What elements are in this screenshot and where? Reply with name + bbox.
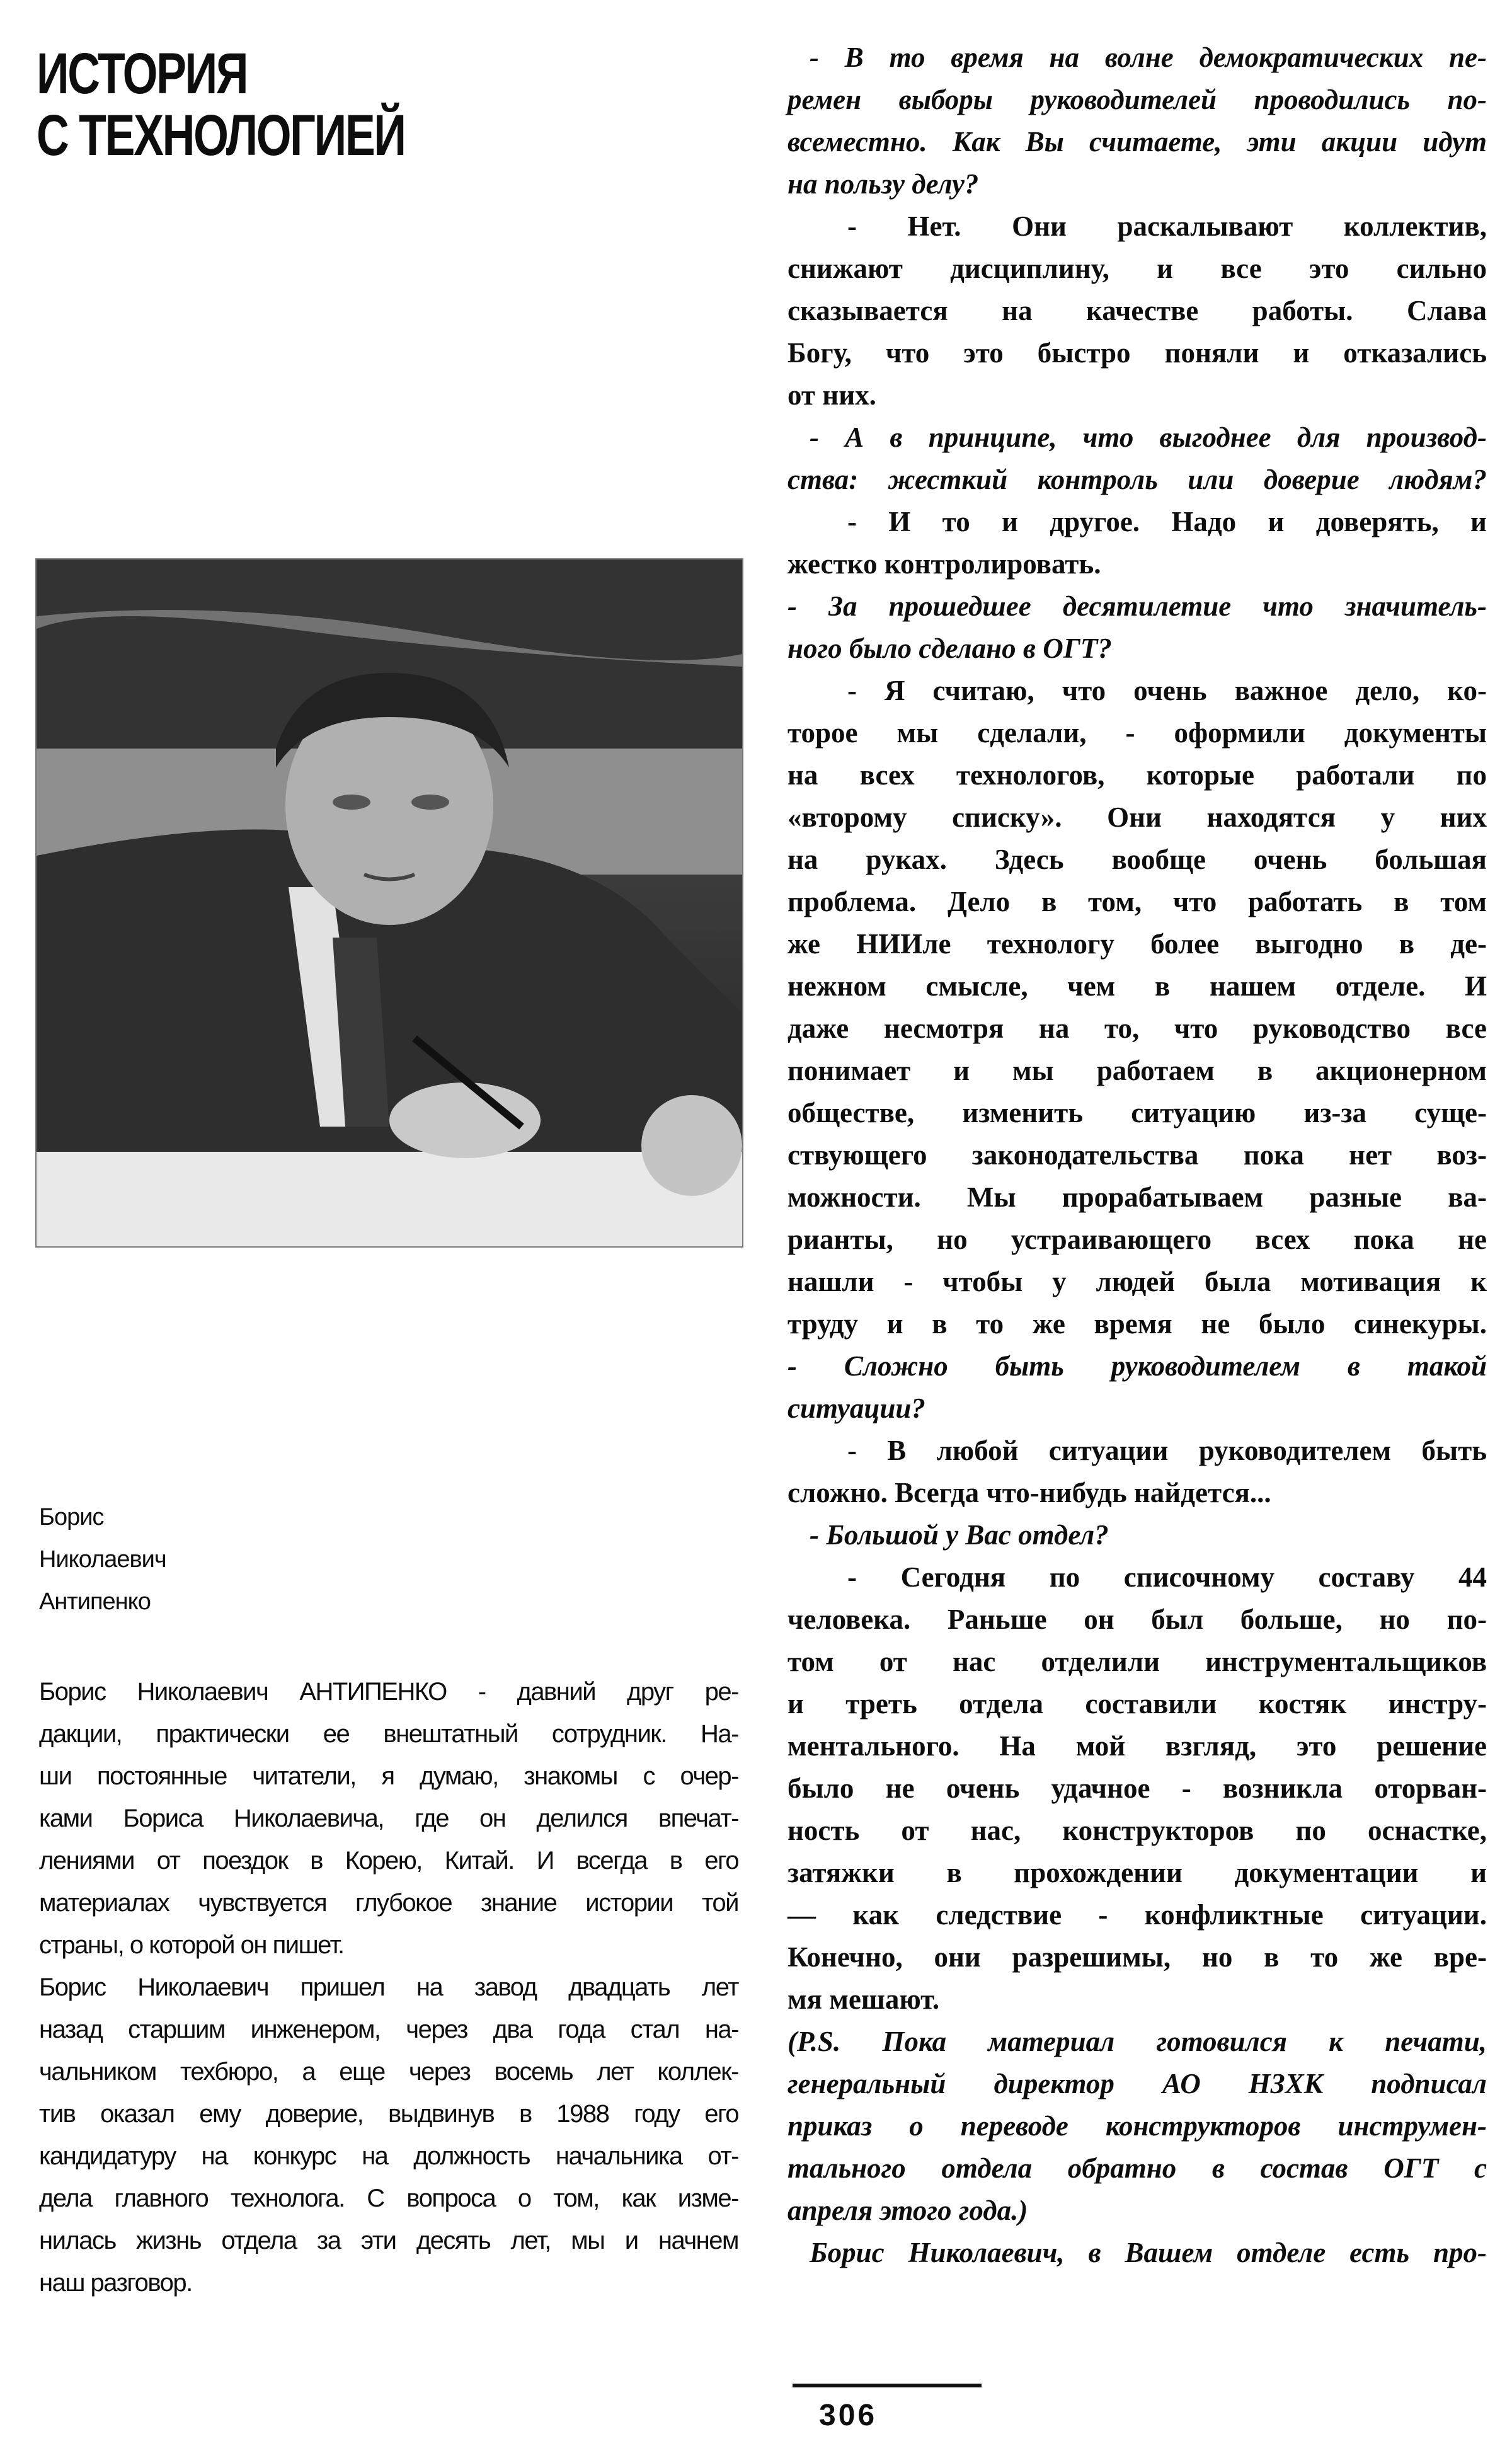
- interview-answer-line: затяжки в прохождении документации и: [788, 1857, 1487, 1888]
- interview-question-line: апреля этого года.): [788, 2195, 1028, 2226]
- interview-question-line: - В то время на волне демократических пе-: [810, 42, 1487, 73]
- bio-line: кандидатуру на конкурс на должность начальника от-: [39, 2142, 738, 2170]
- interview-answer-line: Богу, что это быстро поняли и отказались: [788, 337, 1487, 369]
- interview-answer-line: нежном смысле, чем в нашем отделе. И: [788, 970, 1487, 1002]
- interview-answer-line: проблема. Дело в том, что работать в том: [788, 886, 1487, 917]
- interview-answer-line: понимает и мы работаем в акционерном: [788, 1055, 1487, 1086]
- interview-answer-line: нашли - чтобы у людей была мотивация к: [788, 1266, 1487, 1297]
- article-title: [37, 43, 479, 166]
- caption-line: Николаевич: [39, 1546, 166, 1573]
- interview-question-line: ситуации?: [788, 1392, 925, 1424]
- bio-line: дакции, практически ее внештатный сотрудник. На-: [39, 1720, 738, 1748]
- caption-line: Борис: [39, 1504, 104, 1530]
- bio-line: наш разговор.: [39, 2269, 192, 2297]
- desk-papers: [37, 1152, 742, 1246]
- interview-answer-line: сложно. Всегда что-нибудь найдется...: [788, 1477, 1271, 1508]
- interview-question-line: - А в принципе, что выгоднее для производ-: [810, 422, 1487, 453]
- bio-intro: [39, 1671, 738, 2304]
- interview-answer-line: обществе, изменить ситуацию из-за суще-: [788, 1097, 1487, 1128]
- title-line-1: ИСТОРИЯ: [37, 42, 248, 106]
- interview-question-line: приказ о переводе конструкторов инструмен-: [788, 2110, 1487, 2142]
- interview-column: [788, 37, 1487, 2274]
- interview-answer-line: жестко контролировать.: [788, 548, 1101, 580]
- interview-answer-line: том от нас отделили инструментальщиков: [788, 1646, 1487, 1677]
- interview-answer-line: ствующего законодательства пока нет воз-: [788, 1139, 1487, 1171]
- portrait-illustration: [37, 560, 742, 1246]
- bio-line: назад старшим инженером, через два года стал на-: [39, 2016, 738, 2043]
- interview-question-line: тального отдела обратно в состав ОГТ с: [788, 2152, 1487, 2184]
- interview-question-line: всеместно. Как Вы считаете, эти акции идут: [788, 126, 1487, 158]
- interview-answer-line: ментального. На мой взгляд, это решение: [788, 1730, 1487, 1762]
- hand-resting: [641, 1095, 742, 1196]
- bio-line: нилась жизнь отдела за эти десять лет, мы и начнем: [39, 2227, 738, 2254]
- interview-answer-line: труду и в то же время не было синекуры.: [788, 1308, 1487, 1340]
- bio-line: дела главного технолога. С вопроса о том, как изме-: [39, 2185, 738, 2212]
- bio-line: Борис Николаевич АНТИПЕНКО - давний друг ре-: [39, 1678, 738, 1706]
- interview-answer-line: — как следствие - конфликтные ситуации.: [788, 1899, 1487, 1931]
- interview-answer-line: - И то и другое. Надо и доверять, и: [847, 506, 1487, 537]
- photo-caption: [39, 1496, 166, 1623]
- interview-answer-line: торое мы сделали, - оформили документы: [788, 717, 1487, 749]
- interview-answer-line: же НИИле технологу более выгодно в де-: [788, 928, 1487, 960]
- interview-answer-line: рианты, но устраивающего всех пока не: [788, 1224, 1487, 1255]
- interview-answer-line: мя мешают.: [788, 1984, 940, 2015]
- bio-line: ками Бориса Николаевича, где он делился впечат-: [39, 1805, 738, 1832]
- interview-answer-line: «второму списку». Они находятся у них: [788, 801, 1487, 833]
- interview-answer-line: снижают дисциплину, и все это сильно: [788, 253, 1487, 284]
- interview-answer-line: - Нет. Они раскалывают коллектив,: [847, 210, 1487, 242]
- interview-answer-line: Конечно, они разрешимы, но в то же вре-: [788, 1941, 1487, 1973]
- bio-line: страны, о которой он пишет.: [39, 1931, 344, 1959]
- interview-question-line: генеральный директор АО НЗХК подписал: [788, 2068, 1487, 2099]
- bio-line: Борис Николаевич пришел на завод двадцать лет: [39, 1973, 738, 2001]
- interview-answer-line: было не очень удачное - возникла оторван-: [788, 1772, 1487, 1804]
- page-number: 306: [819, 2399, 878, 2432]
- interview-question-line: Борис Николаевич, в Вашем отделе есть про-: [810, 2237, 1487, 2268]
- bio-line: лениями от поездок в Корею, Китай. И всегда в его: [39, 1847, 738, 1875]
- interview-question-line: ства: жесткий контроль или доверие людям?: [788, 464, 1487, 495]
- interview-answer-line: на всех технологов, которые работали по: [788, 759, 1487, 791]
- left-eye: [333, 795, 370, 810]
- interview-answer-line: даже несмотря на то, что руководство все: [788, 1013, 1487, 1044]
- bio-line: чальником техбюро, а еще через восемь лет коллек-: [39, 2058, 738, 2086]
- interview-question-line: - Большой у Вас отдел?: [810, 1519, 1109, 1551]
- interview-question-line: - За прошедшее десятилетие что значитель-: [788, 590, 1487, 622]
- portrait-photo: [35, 558, 743, 1248]
- bio-line: материалах чувствуется глубокое знание истории той: [39, 1889, 738, 1917]
- interview-answer-line: на руках. Здесь вообще очень большая: [788, 844, 1487, 875]
- interview-answer-line: человека. Раньше он был больше, но по-: [788, 1604, 1487, 1635]
- interview-answer-line: сказывается на качестве работы. Слава: [788, 295, 1487, 326]
- interview-answer-line: можности. Мы прорабатываем разные ва-: [788, 1181, 1487, 1213]
- interview-question-line: на пользу делу?: [788, 168, 979, 200]
- interview-question-line: ремен выборы руководителей проводились по-: [788, 84, 1487, 115]
- interview-question-line: ного было сделано в ОГТ?: [788, 633, 1112, 664]
- interview-question-line: - Сложно быть руководителем в такой: [788, 1350, 1487, 1382]
- caption-line: Антипенко: [39, 1588, 151, 1615]
- interview-answer-line: ность от нас, конструкторов по оснастке,: [788, 1815, 1487, 1846]
- interview-question-line: (P.S. Пока материал готовился к печати,: [788, 2026, 1487, 2057]
- footer-rule: [793, 2384, 982, 2387]
- interview-answer-line: - Сегодня по списочному составу 44: [847, 1561, 1487, 1593]
- interview-answer-line: от них.: [788, 379, 876, 411]
- bio-line: тив оказал ему доверие, выдвинув в 1988 году его: [39, 2100, 738, 2128]
- right-eye: [411, 795, 449, 810]
- interview-answer-line: - В любой ситуации руководителем быть: [847, 1435, 1487, 1466]
- title-line-2: С ТЕХНОЛОГИЕЙ: [37, 103, 405, 168]
- interview-answer-line: - Я считаю, что очень важное дело, ко-: [847, 675, 1487, 706]
- interview-answer-line: и треть отдела составили костяк инстру-: [788, 1688, 1487, 1720]
- bio-line: ши постоянные читатели, я думаю, знакомы с очер-: [39, 1762, 738, 1790]
